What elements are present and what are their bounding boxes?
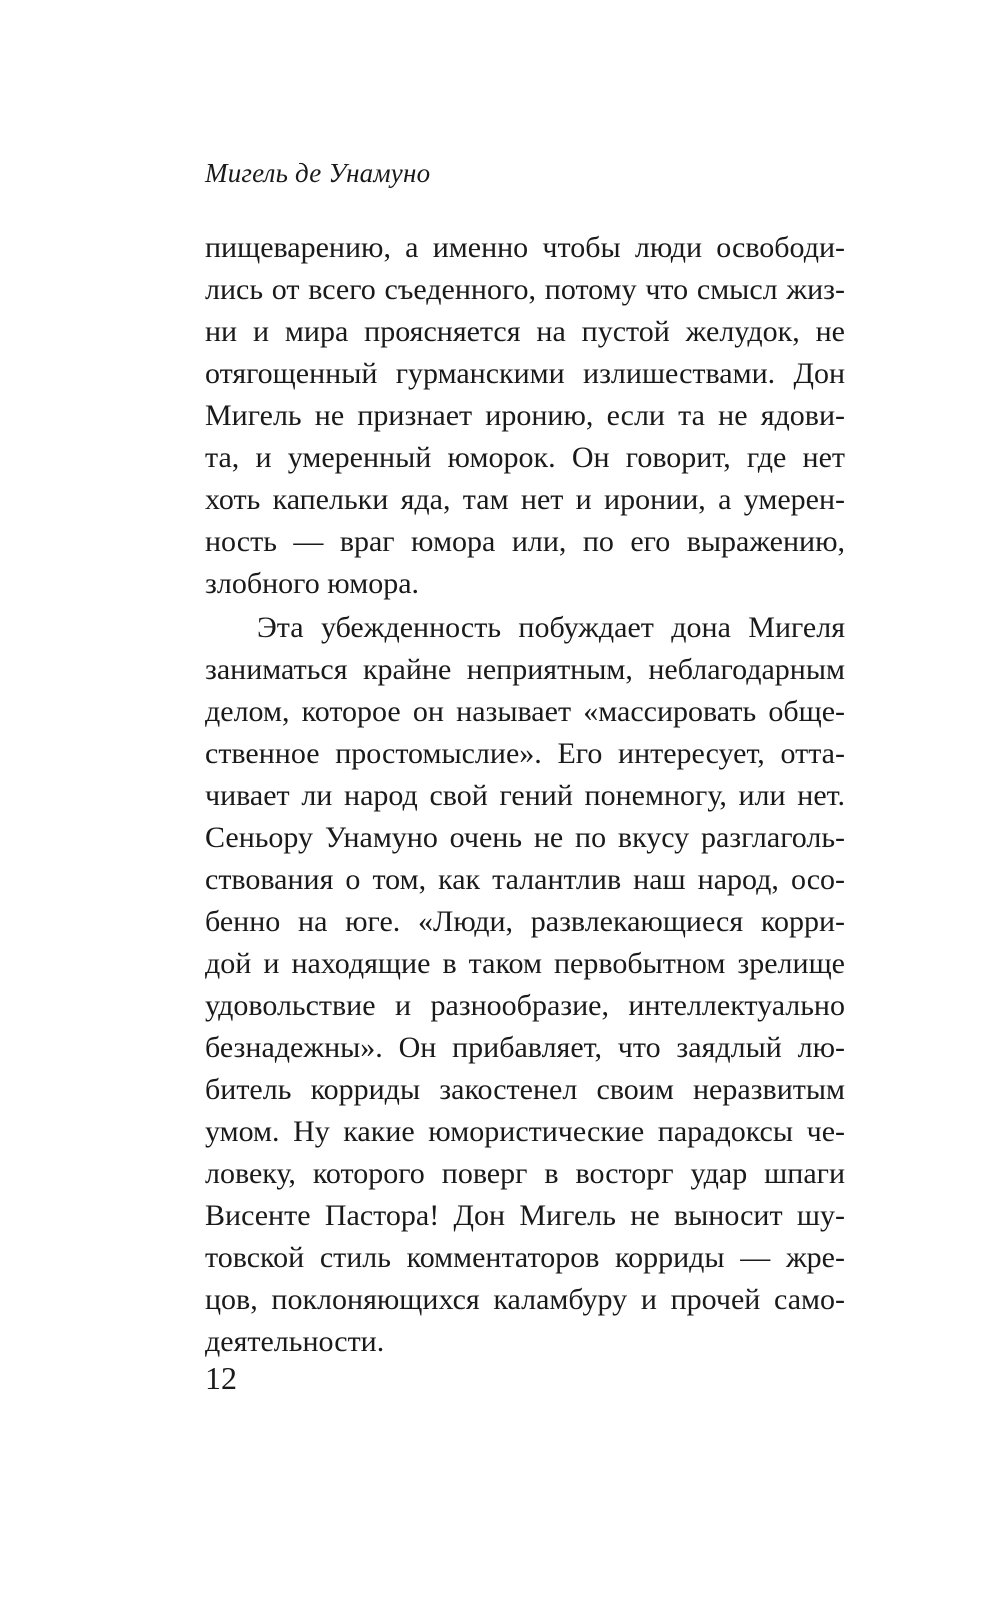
text-line: делом, которое он называет «массировать обще- [205,695,845,728]
page-number: 12 [205,1360,237,1396]
text-line: ни и мира проясняется на пустой желудок, не [205,315,845,348]
text-line: цов, поклоняющихся каламбуру и прочей само- [205,1283,845,1316]
text-line: ность — враг юмора или, по его выражению, [205,525,845,558]
text-line: отягощенный гурманскими излишествами. Дон [205,357,845,390]
text-line: лись от всего съеденного, потому что смысл жиз- [205,273,845,306]
text-line: чивает ли народ свой гений понемногу, или нет. [205,779,845,812]
text-line: Висенте Пастора! Дон Мигель не выносит шу- [205,1199,845,1232]
paragraph [205,227,845,605]
text-line: дой и находящие в таком первобытном зрелище [205,947,845,980]
text-line: заниматься крайне неприятным, неблагодарным [205,653,845,686]
text-line: пищеварению, а именно чтобы люди освободи- [205,231,845,264]
text-line: безнадежны». Он прибавляет, что заядлый лю- [205,1031,845,1064]
text-line: ственное простомыслие». Его интересует, отта- [205,737,845,770]
text-line: злобного юмора. [205,567,420,600]
text-line: ствования о том, как талантлив наш народ, осо- [205,863,845,896]
text-line: деятельности. [205,1325,385,1358]
paragraph [205,607,845,1363]
text-line: хоть капельки яда, там нет и иронии, а умерен- [205,483,845,516]
text-line: ловеку, которого поверг в восторг удар шпаги [205,1157,845,1190]
text-line: Мигель не признает иронию, если та не ядови- [205,399,845,432]
running-head: Мигель де Унамуно [205,158,431,188]
text-line: товской стиль комментаторов корриды — жре- [205,1241,845,1274]
text-line: умом. Ну какие юмористические парадоксы че- [205,1115,845,1148]
text-line: та, и умеренный юморок. Он говорит, где нет [205,441,845,474]
text-line: Сеньору Унамуно очень не по вкусу разглаголь- [205,821,845,854]
text-line: удовольствие и разнообразие, интеллектуально [205,989,845,1022]
text-line: битель корриды закостенел своим неразвитым [205,1073,845,1106]
text-line: бенно на юге. «Люди, развлекающиеся корри- [205,905,845,938]
body-text [205,227,845,1363]
text-line: Эта убежденность побуждает дона Мигеля [257,611,845,644]
